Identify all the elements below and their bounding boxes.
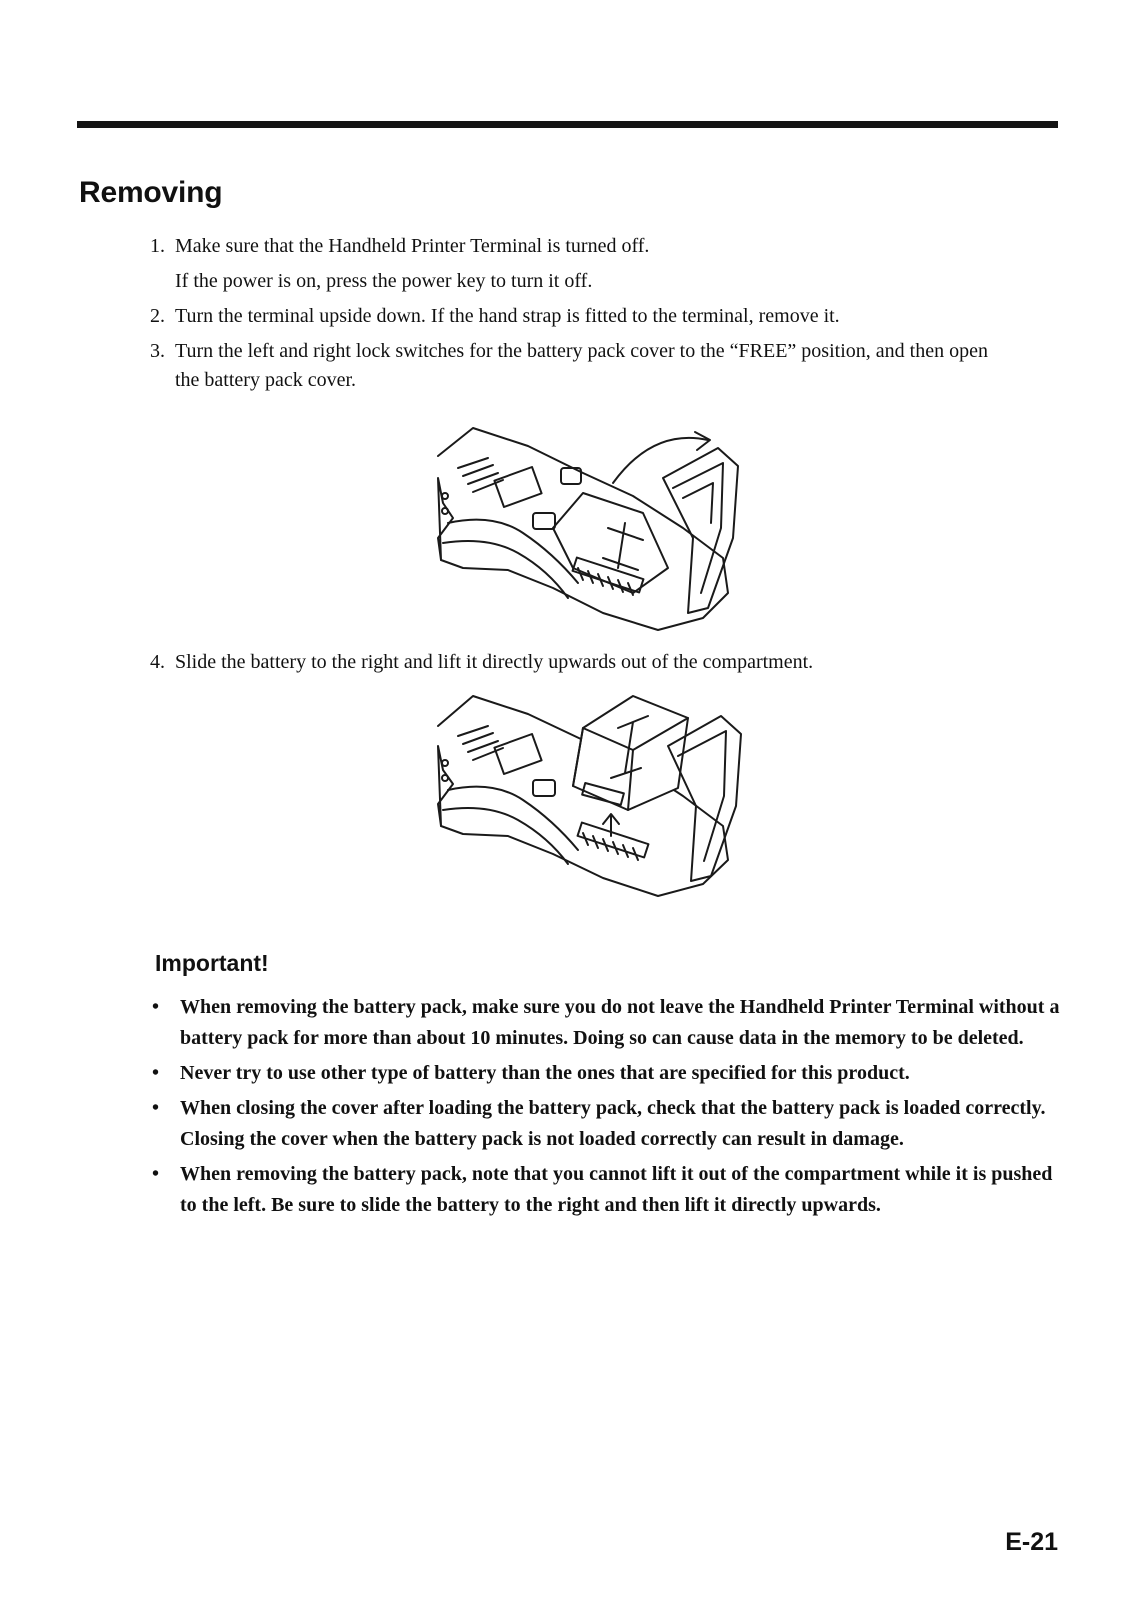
bullet: • (152, 1163, 160, 1185)
step-text: Make sure that the Handheld Printer Terminal is turned off. (175, 235, 650, 257)
step-text: Turn the left and right lock switches for the battery pack cover to the “FREE” position, and then open the battery pack cover. (175, 340, 988, 391)
steps-list (150, 232, 1050, 401)
note-text: When removing the battery pack, note that you cannot lift it out of the compartment while it is pushed to the left. Be sure to slide the battery to the right and then lift it directly upwards. (180, 1163, 1053, 1216)
list-item (150, 1093, 1060, 1155)
top-rule (77, 121, 1058, 128)
step-text: Slide the battery to the right and lift it directly upwards out of the compartment. (175, 651, 814, 673)
step-1 (150, 232, 1050, 296)
step-number: 3. (150, 340, 165, 362)
section-heading: Removing (79, 176, 223, 209)
step-text: Turn the terminal upside down. If the hand strap is fitted to the terminal, remove it. (175, 305, 840, 327)
important-heading: Important! (155, 950, 269, 976)
note-text: Never try to use other type of battery than the ones that are specified for this product. (180, 1062, 910, 1084)
step-2 (150, 302, 1050, 331)
battery-lifted-illustration (433, 688, 753, 903)
list-item (150, 992, 1060, 1054)
step-number: 2. (150, 305, 165, 327)
step-4 (150, 648, 1050, 677)
important-notes-list (150, 992, 1060, 1225)
steps-list-cont (150, 648, 1050, 683)
list-item (150, 1159, 1060, 1221)
note-text: When removing the battery pack, make sure you do not leave the Handheld Printer Terminal without a battery pack for more than about 10 minutes. Doing so can cause data in the memory to be deleted. (180, 996, 1060, 1049)
page-number: E-21 (1005, 1528, 1058, 1556)
bullet: • (152, 1097, 160, 1119)
list-item (150, 1058, 1060, 1089)
bullet: • (152, 1062, 160, 1084)
bullet: • (152, 996, 160, 1018)
step-number: 4. (150, 651, 165, 673)
step-subtext: If the power is on, press the power key to turn it off. (175, 270, 593, 292)
cover-open-illustration (433, 418, 753, 638)
note-text: When closing the cover after loading the battery pack, check that the battery pack is loaded correctly. Closing the cover when the battery pack is not loaded correctly can result in damage. (180, 1097, 1046, 1150)
step-3 (150, 337, 990, 395)
step-number: 1. (150, 235, 165, 257)
